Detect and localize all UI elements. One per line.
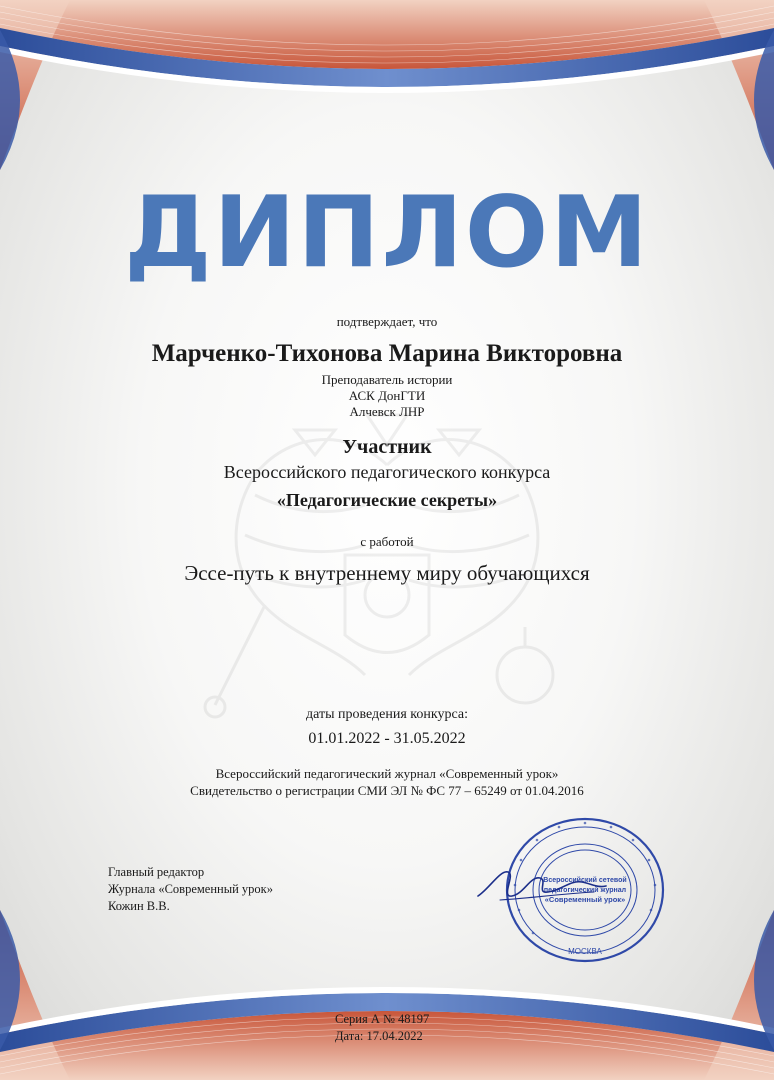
dates-range: 01.01.2022 - 31.05.2022	[308, 730, 466, 747]
stamp-city: МОСКВА	[568, 947, 602, 956]
stamp-center-line3: «Современный урок»	[544, 895, 626, 904]
editor-signature	[470, 858, 610, 908]
recipient-organization: АСК ДонГТИ	[348, 388, 426, 403]
contest-name: «Педагогические секреты»	[276, 490, 498, 510]
work-title: Эссе-путь к внутреннему миру обучающихся	[184, 561, 590, 585]
editor-name: Кожин В.В.	[108, 899, 170, 913]
registration-certificate: Свидетельство о регистрации СМИ ЭЛ № ФС 77 – 65249 от 01.04.2016	[190, 783, 584, 798]
editor-block	[108, 864, 273, 915]
dates-label: даты проведения конкурса:	[306, 707, 468, 722]
editor-title: Главный редактор	[108, 865, 205, 879]
confirms-text: подтверждает, что	[336, 314, 438, 329]
stamp-center-line2: педагогический журнал	[543, 887, 627, 894]
contest-description: Всероссийского педагогического конкурса	[223, 462, 551, 482]
work-label: с работой	[360, 534, 414, 549]
diploma-title: ДИПЛОМ	[124, 176, 650, 290]
editor-journal: Журнала «Современный урок»	[108, 882, 274, 896]
recipient-position: Преподаватель истории	[321, 372, 453, 387]
award-status: Участник	[342, 436, 432, 458]
top-ribbon-decoration	[0, 0, 774, 170]
recipient-name: Марченко-Тихонова Марина Викторовна	[151, 340, 623, 367]
journal-name: Всероссийский педагогический журнал «Современный урок»	[215, 766, 559, 781]
stamp-center-line1: Всероссийский сетевой	[543, 877, 627, 884]
series-number: Серия А № 48197	[335, 1012, 430, 1026]
recipient-city: Алчевск ЛНР	[349, 404, 425, 419]
issue-date: Дата: 17.04.2022	[335, 1029, 423, 1043]
series-block	[335, 1011, 429, 1045]
